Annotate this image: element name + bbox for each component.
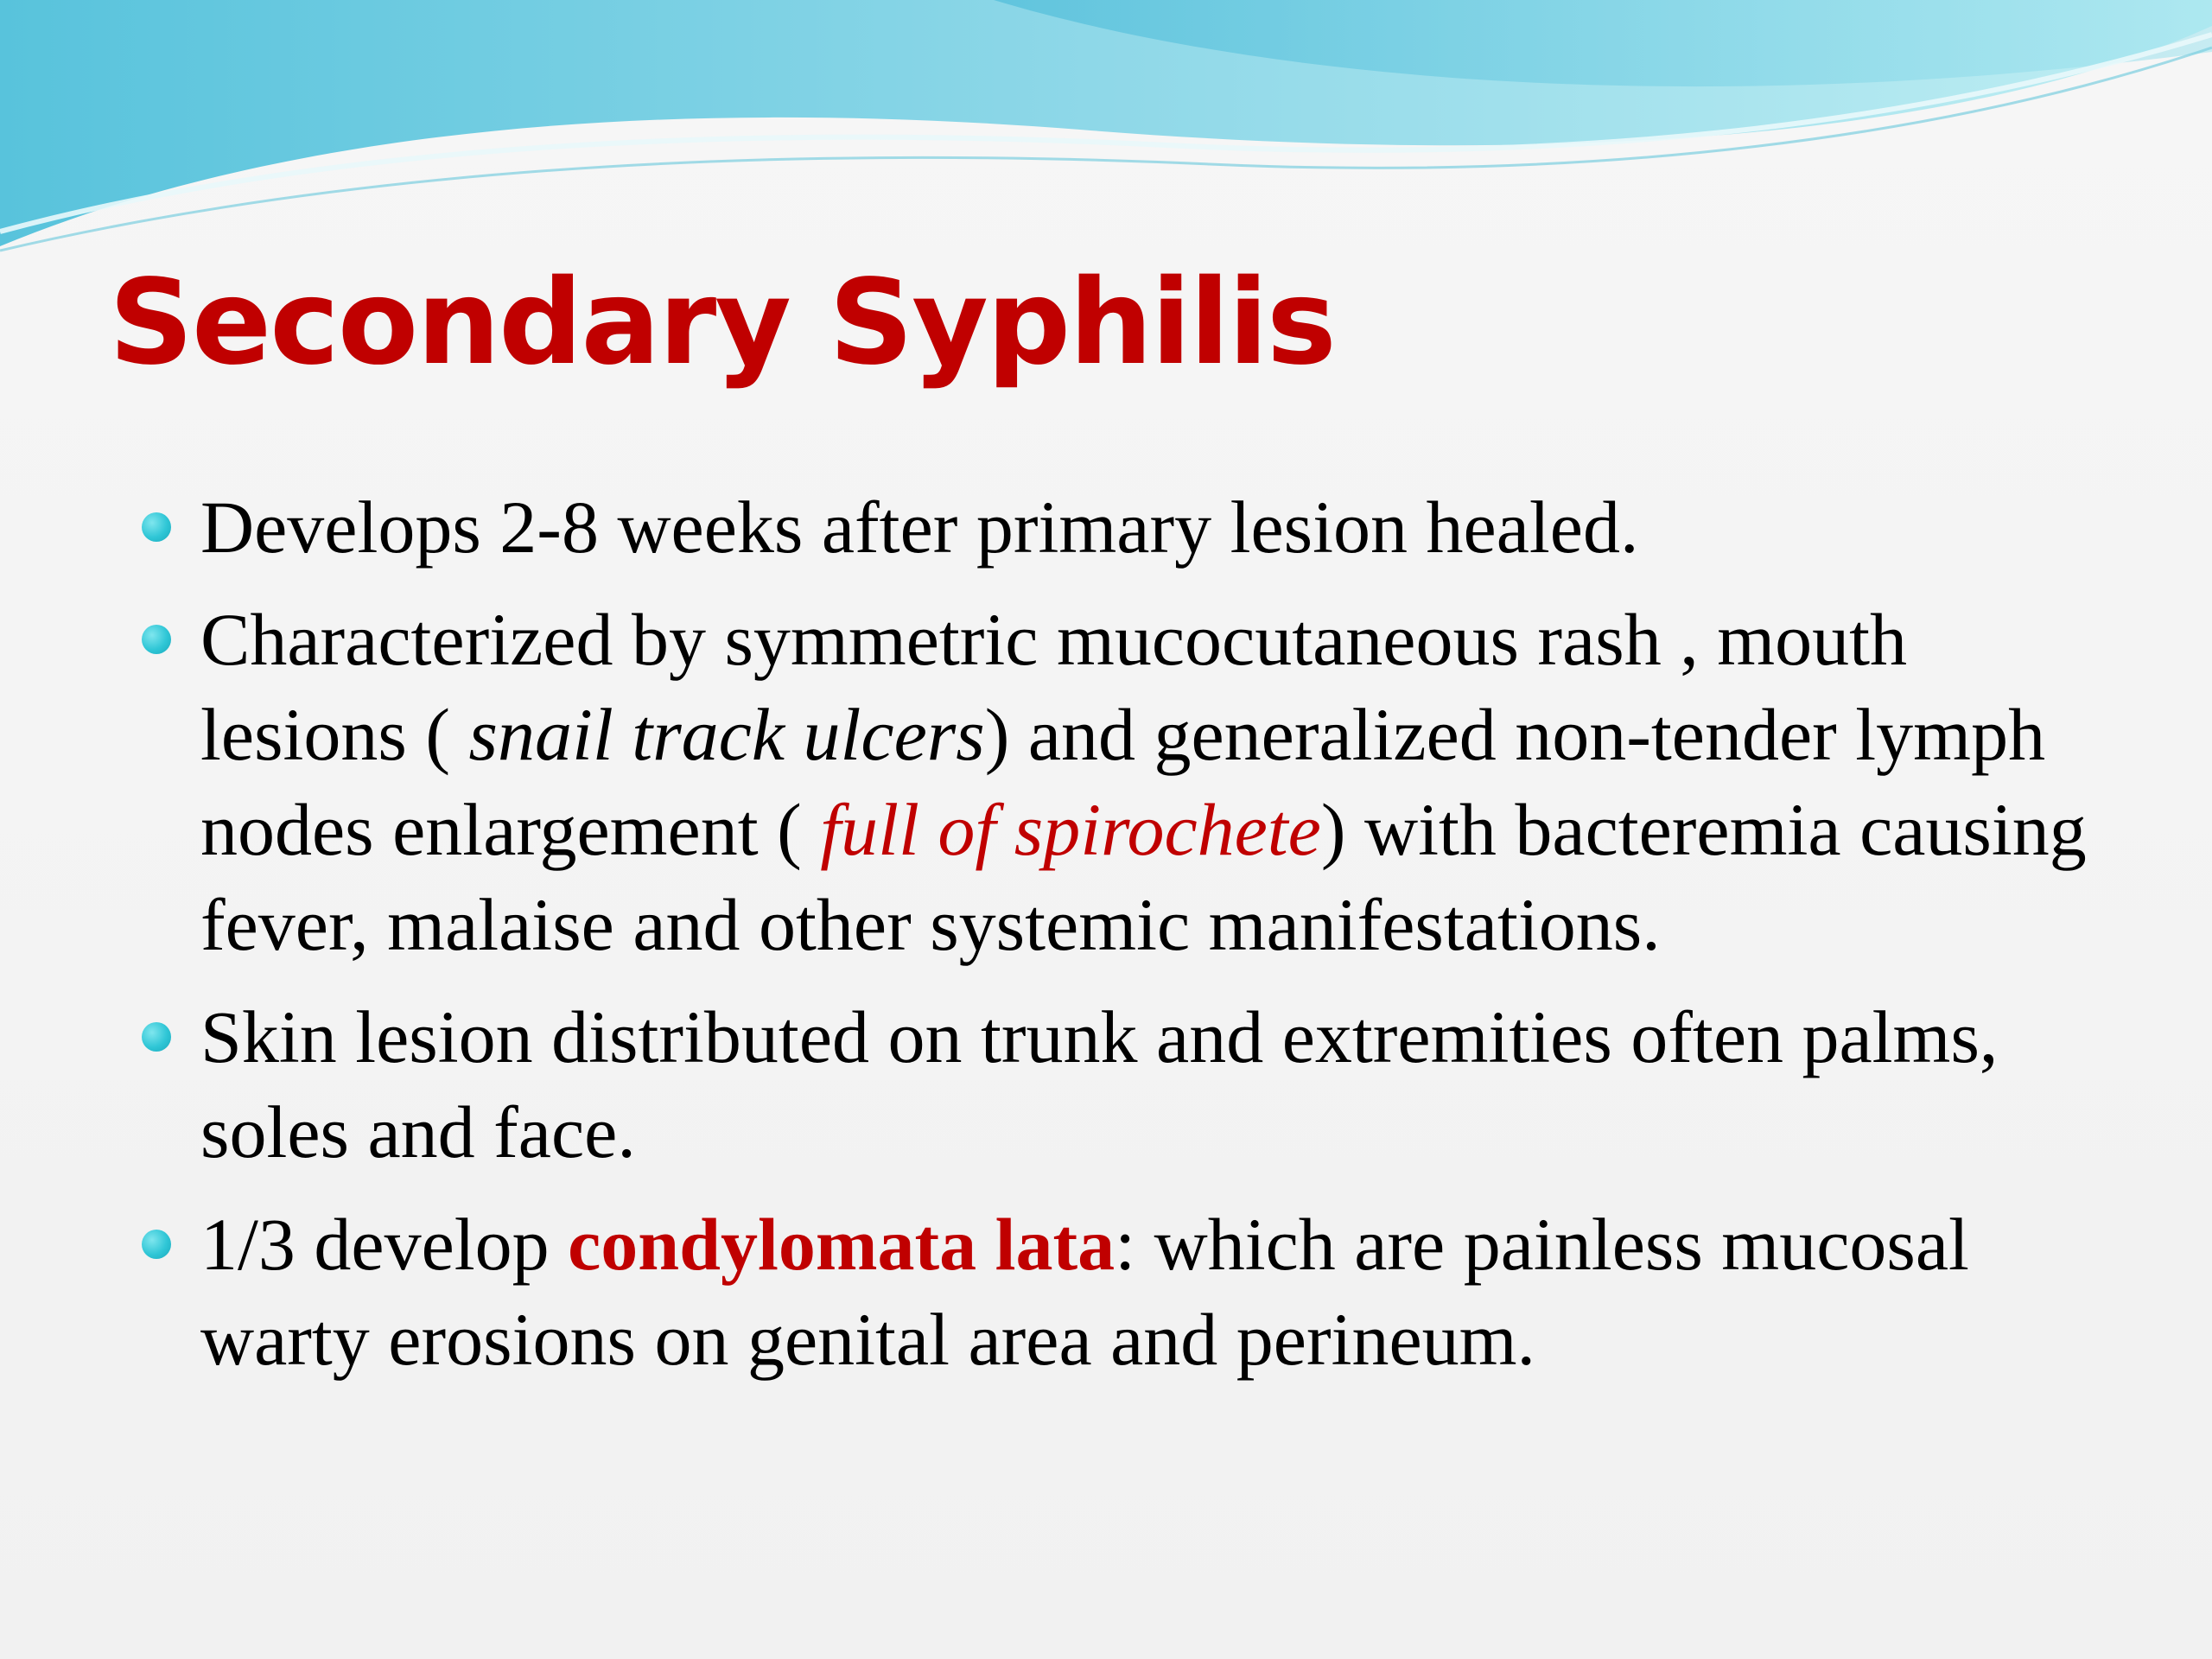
- bullet-text: : which are painless mucosal warty erosions on genital area and perineum.: [200, 1203, 1969, 1381]
- bullet-text: Develops 2-8 weeks after primary lesion healed.: [200, 486, 1639, 569]
- italic-term: snail track ulcers: [468, 693, 985, 776]
- bullet-list: [130, 480, 2117, 1404]
- bullet-item: [130, 592, 2117, 972]
- header-wave-decoration: [0, 0, 2212, 276]
- bullet-item: [130, 480, 2117, 575]
- bullet-text: ) with bacteremia causing fever, malaise and other systemic manifestations.: [200, 788, 2087, 966]
- bullet-dot-icon: [142, 625, 171, 654]
- slide-title: Secondary Syphilis: [109, 255, 1335, 391]
- bullet-text: 1/3 develop: [200, 1203, 569, 1286]
- bullet-text: Skin lesion distributed on trunk and extremities often palms, soles and face.: [200, 995, 1999, 1173]
- bullet-item: [130, 989, 2117, 1179]
- bullet-text: Characterized by symmetric mucocutaneous rash , mouth lesions (: [200, 598, 1907, 776]
- bullet-text: ) and generalized non-tender lymph nodes enlargement (: [200, 693, 2046, 871]
- highlighted-term: condylomata lata: [568, 1203, 1116, 1286]
- bullet-item: [130, 1197, 2117, 1387]
- bullet-dot-icon: [142, 1022, 171, 1052]
- bullet-dot-icon: [142, 512, 171, 542]
- bullet-dot-icon: [142, 1230, 171, 1259]
- highlighted-term: full of spirochete: [820, 788, 1321, 871]
